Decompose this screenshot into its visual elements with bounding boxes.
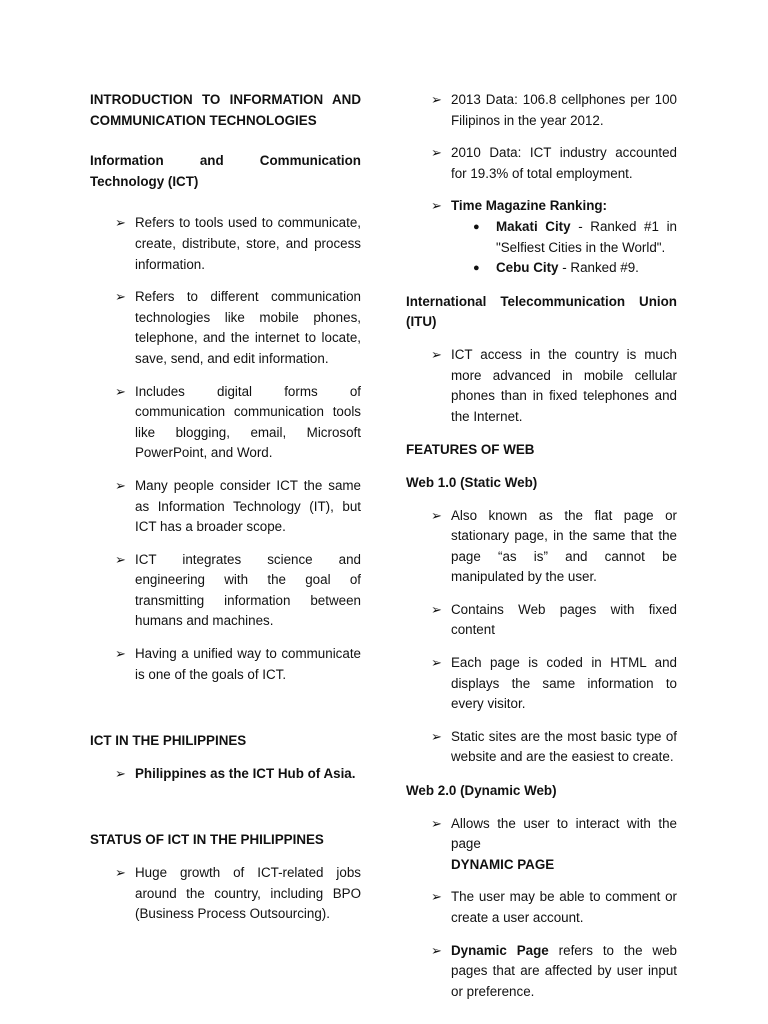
- list-item: ➢ Also known as the flat page or stationary page, in the same that the page “as is” and cannot be manipulated by the user.: [431, 507, 677, 585]
- arrow-bullet-icon: ➢: [431, 942, 442, 958]
- list-item: ➢ Many people consider ICT the same as Information Technology (IT), but ICT has a broader scope.: [115, 477, 361, 535]
- arrow-bullet-icon: ➢: [115, 646, 126, 662]
- features-heading: FEATURES OF WEB: [406, 442, 535, 458]
- list-item: ➢ ICT access in the country is much more advanced in mobile cellular phones than in fixed telephones and the Internet.: [431, 346, 677, 424]
- ranking-list: [451, 217, 677, 279]
- list-item: ➢ Dynamic Page refers to the web pages that are affected by user input or preference.: [431, 942, 677, 999]
- arrow-bullet-icon: ➢: [431, 601, 442, 617]
- arrow-bullet-icon: ➢: [115, 215, 126, 231]
- web2-list: [406, 814, 677, 1003]
- itu-list: [406, 345, 677, 427]
- arrow-bullet-icon: ➢: [115, 289, 126, 305]
- list-item: ➢ Includes digital forms of communication communication tools like blogging, email, Microsoft PowerPoint, and Word.: [115, 383, 361, 461]
- web1-list: [406, 506, 677, 769]
- arrow-bullet-icon: ➢: [431, 145, 442, 161]
- arrow-bullet-icon: ➢: [431, 198, 442, 214]
- left-column: [90, 90, 361, 925]
- arrow-bullet-icon: ➢: [431, 346, 442, 362]
- arrow-bullet-icon: ➢: [431, 728, 442, 744]
- list-item: ➢ Philippines as the ICT Hub of Asia.: [90, 764, 361, 785]
- arrow-bullet-icon: ➢: [115, 477, 126, 493]
- list-item: ➢ Contains Web pages with fixed content: [431, 601, 677, 638]
- list-item: ➢ ICT integrates science and engineering with the goal of transmitting information between humans and machines.: [115, 551, 361, 629]
- arrow-bullet-icon: ➢: [115, 865, 126, 881]
- arrow-bullet-icon: ➢: [431, 889, 442, 905]
- list-item: ➢ Allows the user to interact with the page DYNAMIC PAGE: [431, 815, 677, 872]
- itu-heading: International Telecommunication Union (ITU): [406, 293, 677, 330]
- list-item: ➢ 2013 Data: 106.8 cellphones per 100 Filipinos in the year 2012.: [431, 92, 677, 128]
- web2-heading: Web 2.0 (Dynamic Web): [406, 783, 557, 799]
- list-item: ➢ Having a unified way to communicate is one of the goals of ICT.: [115, 646, 361, 682]
- list-item: [406, 196, 677, 278]
- philippines-list: [90, 764, 361, 785]
- list-item: ➢ Refers to different communication technologies like mobile phones, telephone, and the internet to locate, save, send, and edit information.: [115, 289, 361, 366]
- list-item: ➢ Huge growth of ICT-related jobs around the country, including BPO (Business Process Outsourcing).: [115, 865, 361, 922]
- philippines-heading: ICT IN THE PHILIPPINES: [90, 733, 247, 749]
- ict-heading: Information and Communication Technology (ICT): [90, 153, 361, 189]
- list-item: ● Cebu City - Ranked #9.: [451, 258, 677, 279]
- arrow-bullet-icon: ➢: [431, 92, 442, 107]
- dynamic-page-label: DYNAMIC PAGE: [451, 856, 555, 872]
- document-title: INTRODUCTION TO INFORMATION AND COMMUNICATION TECHNOLOGIES: [90, 92, 361, 128]
- list-item: ➢ Static sites are the most basic type of website and are the easiest to create.: [431, 728, 677, 765]
- ict-list: [90, 213, 361, 685]
- status-list: [90, 863, 361, 925]
- web1-heading: Web 1.0 (Static Web): [406, 474, 538, 490]
- list-item: ➢ 2010 Data: ICT industry accounted for 19.3% of total employment.: [431, 145, 677, 181]
- status-heading: STATUS OF ICT IN THE PHILIPPINES: [90, 832, 324, 848]
- arrow-bullet-icon: ➢: [115, 551, 126, 567]
- list-item: ➢ Refers to tools used to communicate, create, distribute, store, and process information.: [115, 215, 361, 272]
- right-column: [406, 90, 677, 1002]
- arrow-bullet-icon: ➢: [431, 655, 442, 671]
- list-item: ➢ Each page is coded in HTML and displays the same information to every visitor.: [431, 655, 677, 712]
- time-magazine-label: Time Magazine Ranking:: [451, 198, 608, 214]
- dot-bullet-icon: ●: [473, 220, 480, 233]
- arrow-bullet-icon: ➢: [115, 383, 126, 399]
- list-item: ➢ The user may be able to comment or create a user account.: [431, 889, 677, 925]
- arrow-bullet-icon: ➢: [431, 507, 442, 523]
- list-item: ● Makati City - Ranked #1 in "Selfiest Cities in the World".: [473, 218, 677, 255]
- dot-bullet-icon: ●: [473, 262, 480, 275]
- arrow-bullet-icon: ➢: [115, 765, 126, 781]
- stats-list: [406, 90, 677, 279]
- arrow-bullet-icon: ➢: [431, 815, 442, 831]
